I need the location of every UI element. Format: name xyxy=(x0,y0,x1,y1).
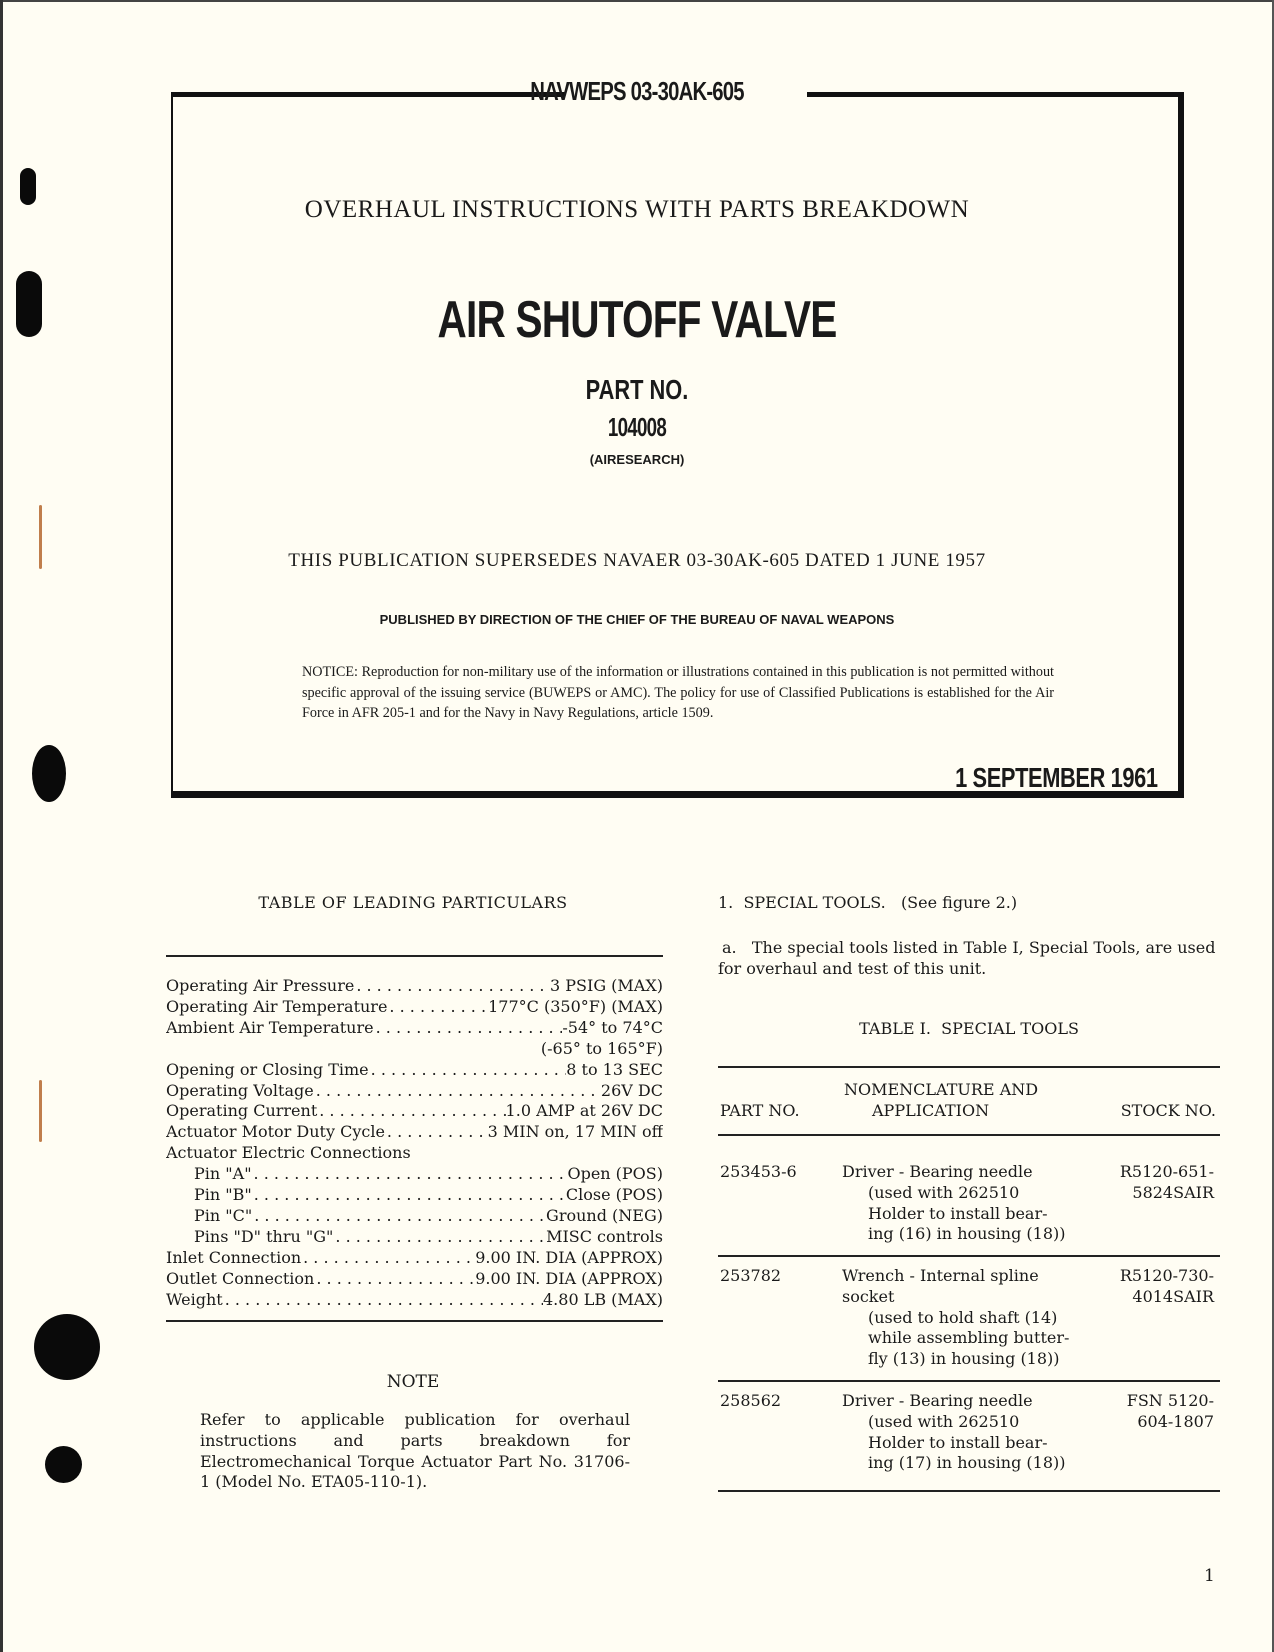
particular-label: Ambient Air Temperature xyxy=(166,1017,374,1037)
divider xyxy=(718,1490,1220,1492)
particular-label: Operating Current xyxy=(166,1101,318,1121)
nomenclature-line: Wrench - Internal spline xyxy=(842,1266,1039,1285)
particular-value: 9.00 IN. DIA (APPROX) xyxy=(475,1268,663,1288)
particular-row xyxy=(166,1290,663,1311)
divider xyxy=(166,1320,663,1322)
stock-number-cell xyxy=(1127,1391,1214,1433)
particular-label: Outlet Connection xyxy=(166,1268,315,1288)
page-number: 1 xyxy=(1204,1566,1215,1586)
stock-number-cell xyxy=(1120,1266,1214,1308)
particular-value: Open (POS) xyxy=(567,1164,663,1184)
section-paragraph: a. The special tools listed in Table I, Special Tools, are used for overhaul and test of this unit. xyxy=(718,938,1221,978)
leading-particulars-title: TABLE OF LEADING PARTICULARS xyxy=(258,893,568,912)
particular-label: Opening or Closing Time xyxy=(166,1059,369,1079)
particular-row xyxy=(166,1206,663,1227)
particular-label: Operating Air Temperature xyxy=(166,996,388,1016)
particular-row xyxy=(166,1081,663,1102)
table-title: TABLE I. SPECIAL TOOLS xyxy=(859,1019,1079,1038)
application-line: while assembling butter- xyxy=(868,1328,1070,1348)
section-heading: 1. SPECIAL TOOLS. (See figure 2.) xyxy=(718,893,1018,912)
staple-mark-icon xyxy=(39,1080,42,1142)
binder-hole-icon xyxy=(34,1314,100,1380)
particular-value: -54° to 74°C xyxy=(562,1017,663,1037)
binder-hole-icon xyxy=(32,745,66,802)
particular-value: 8 to 13 SEC xyxy=(566,1059,663,1079)
supersedes-statement: THIS PUBLICATION SUPERSEDES NAVAER 03-30AK-605 DATED 1 JUNE 1957 xyxy=(288,550,986,571)
nomenclature-line: Driver - Bearing needle xyxy=(842,1162,1033,1181)
part-number: 104008 xyxy=(607,412,667,442)
particular-value: Close (POS) xyxy=(565,1185,663,1205)
stock-line: R5120-651- xyxy=(1119,1162,1214,1181)
nomenclature-cell xyxy=(842,1162,1092,1245)
part-number-cell: 253453-6 xyxy=(720,1162,797,1181)
stock-line: R5120-730- xyxy=(1119,1266,1214,1285)
reproduction-notice: NOTICE: Reproduction for non-military use of the information or illustrations contained in this publication is not permitted without specific approval of the issuing service (BUWEPS or AMC). The policy for use of Classified Publications is established for the Air Force in AFR 205-1 and for the Navy in Navy Regulations, article 1509. xyxy=(302,664,1054,721)
particular-row xyxy=(166,1143,663,1164)
leading-particulars-list xyxy=(166,976,663,1311)
particular-label: Pin "C" xyxy=(194,1205,253,1225)
particular-value: (-65° to 165°F) xyxy=(540,1038,663,1058)
divider xyxy=(718,1255,1220,1257)
column-header-nomenclature xyxy=(844,1080,1094,1122)
particular-row xyxy=(166,1039,663,1060)
nomenclature-line: Driver - Bearing needle xyxy=(842,1391,1033,1410)
particular-label: Actuator Electric Connections xyxy=(166,1143,411,1163)
particular-value: Ground (NEG) xyxy=(546,1205,663,1225)
publication-code: NAVWEPS 03-30AK-605 xyxy=(530,76,744,106)
particular-value: 3 PSIG (MAX) xyxy=(550,976,663,995)
nomenclature-cell xyxy=(842,1391,1092,1474)
divider xyxy=(718,1066,1220,1068)
particular-value: MISC controls xyxy=(546,1226,663,1246)
note-title: NOTE xyxy=(386,1372,440,1392)
particular-label: Inlet Connection xyxy=(166,1247,302,1267)
particular-value: 26V DC xyxy=(600,1080,663,1100)
part-number-cell: 258562 xyxy=(720,1391,782,1410)
stock-line: 604-1807 xyxy=(1137,1411,1214,1431)
publication-date: 1 SEPTEMBER 1961 xyxy=(955,762,1158,793)
particular-label: Pin "A" xyxy=(194,1164,252,1184)
particular-row xyxy=(166,1122,663,1143)
header-line: NOMENCLATURE AND xyxy=(844,1080,1039,1099)
page-top-edge xyxy=(0,0,1274,2)
particular-row xyxy=(166,1018,663,1039)
page-left-edge xyxy=(0,0,3,1652)
particular-row xyxy=(166,976,663,997)
application-line: (used with 262510 xyxy=(868,1182,1020,1202)
particular-label: Operating Voltage xyxy=(166,1080,314,1100)
column-header-stock-no: STOCK NO. xyxy=(1120,1100,1216,1120)
application-line: ing (17) in housing (18)) xyxy=(868,1453,1066,1473)
particular-row xyxy=(166,1269,663,1290)
stock-line: FSN 5120- xyxy=(1126,1391,1214,1410)
application-line: fly (13) in housing (18)) xyxy=(868,1349,1060,1369)
part-number-cell: 253782 xyxy=(720,1266,782,1285)
application-line: (used with 262510 xyxy=(868,1411,1020,1431)
particular-value: 1.0 AMP at 26V DC xyxy=(505,1101,663,1121)
binder-hole-icon xyxy=(16,271,42,337)
particular-label: Pin "B" xyxy=(194,1185,252,1205)
published-by: PUBLISHED BY DIRECTION OF THE CHIEF OF THE BUREAU OF NAVAL WEAPONS xyxy=(379,612,895,627)
particular-row xyxy=(166,1101,663,1122)
manufacturer: (AIRESEARCH) xyxy=(589,452,685,467)
application-line: ing (16) in housing (18)) xyxy=(868,1224,1066,1244)
application-line: Holder to install bear- xyxy=(868,1432,1048,1452)
nomenclature-cell xyxy=(842,1266,1092,1370)
binder-hole-icon xyxy=(45,1446,82,1483)
document-subtitle: OVERHAUL INSTRUCTIONS WITH PARTS BREAKDOWN xyxy=(304,196,970,223)
header-line: APPLICATION xyxy=(872,1100,990,1120)
application-line: (used to hold shaft (14) xyxy=(868,1307,1058,1327)
stock-line: 5824SAIR xyxy=(1132,1182,1214,1202)
particular-value: 4.80 LB (MAX) xyxy=(543,1289,663,1309)
divider xyxy=(166,955,663,957)
particular-row xyxy=(166,1248,663,1269)
particular-row xyxy=(166,997,663,1018)
particular-label: Weight xyxy=(166,1289,223,1309)
particular-value: 177°C (350°F) (MAX) xyxy=(488,996,663,1016)
particular-label: Operating Air Pressure xyxy=(166,976,355,995)
divider xyxy=(718,1380,1220,1382)
particular-row xyxy=(166,1060,663,1081)
stock-line: 4014SAIR xyxy=(1132,1286,1214,1306)
particular-row xyxy=(166,1227,663,1248)
part-number-label: PART NO. xyxy=(585,374,689,405)
stock-number-cell xyxy=(1120,1162,1214,1204)
particular-value: 3 MIN on, 17 MIN off xyxy=(487,1122,663,1142)
document-title: AIR SHUTOFF VALVE xyxy=(437,291,837,349)
column-header-part-no: PART NO. xyxy=(720,1100,800,1120)
particular-value: 9.00 IN. DIA (APPROX) xyxy=(475,1247,663,1267)
particular-label: Pins "D" thru "G" xyxy=(194,1226,334,1246)
application-line: Holder to install bear- xyxy=(868,1203,1048,1223)
divider xyxy=(718,1134,1220,1136)
note-body: Refer to applicable publication for overhaul instructions and parts breakdown for Electromechanical Torque Actuator Part No. 31706-1 (Model No. ETA05-110-1). xyxy=(200,1410,630,1492)
particular-row xyxy=(166,1164,663,1185)
particular-row xyxy=(166,1185,663,1206)
nomenclature-line: socket xyxy=(842,1286,895,1306)
particular-label: Actuator Motor Duty Cycle xyxy=(166,1122,385,1142)
